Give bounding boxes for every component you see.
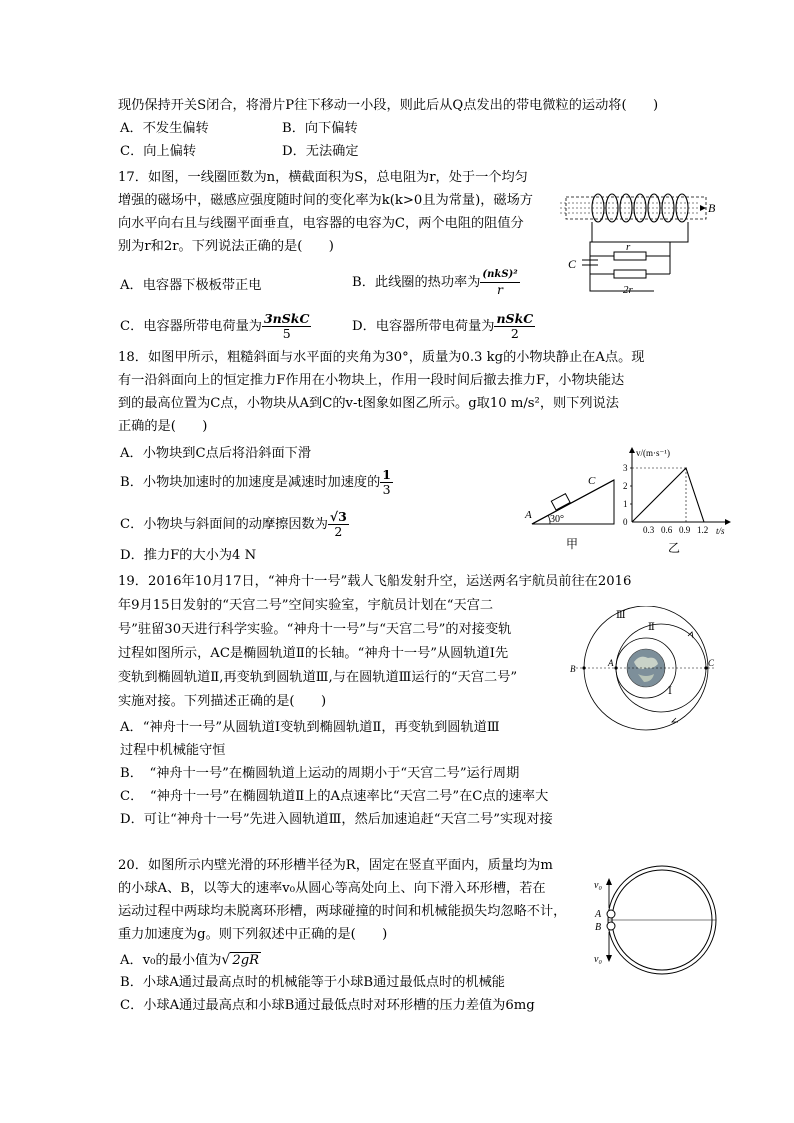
vt-xtick-label: 0.6 (661, 525, 673, 535)
q17-option-d-fraction (494, 312, 535, 341)
q18-stem-line-1: 18．如图甲所示，粗糙斜面与水平面的夹角为30°，质量为0.3 kg的小物块静止在A点。现 (118, 350, 645, 365)
vt-ytick-label: 3 (623, 463, 628, 473)
q17-option-b (352, 268, 520, 297)
q18-option-c-fraction (328, 510, 349, 539)
q20-ring-figure (590, 862, 722, 978)
q18-angle-label: 30° (550, 514, 564, 525)
q19-stem-line-1: 19．2016年10月17日，“神舟十一号”载人飞船发射升空，运送两名宇航员前往在2016 (118, 574, 632, 589)
q17-stem-line-1: 17．如图，一线圈匝数为n，横截面积为S，总电阻为r，处于一个均匀 (118, 170, 528, 185)
q18-stem-line-3: 到的最高位置为C点，小物块从A到C的v-t图象如图乙所示。g取10 m/s²，则下列说法 (118, 396, 619, 411)
q20-option-a: A．v₀的最小值为√ 2gR (120, 952, 260, 968)
q17-option-b-fraction (480, 268, 519, 297)
ball-b (607, 922, 615, 930)
vt-ytick-label: 0 (623, 517, 628, 527)
q18-option-b-num: 1 (382, 467, 391, 482)
vt-series-line (632, 468, 704, 522)
q16-option-b: B．向下偏转 (282, 121, 358, 136)
q19-option-c: C． “神舟十一号”在椭圆轨道Ⅱ上的A点速率比“天宫二号”在C点的速率大 (120, 789, 549, 804)
q19-point-a: A (608, 658, 614, 668)
q20-stem-line-4: 重力加速度为g。则下列叙述中正确的是( ) (118, 927, 388, 942)
q17-option-b-text: B．此线圈的热功率为 (352, 275, 481, 290)
q18-option-c-num: √3 (329, 509, 347, 524)
q20-label-b: B (595, 922, 602, 933)
q17-option-d (352, 312, 535, 341)
q18-option-b-fraction (380, 468, 393, 497)
q17-option-d-num: nSkC (496, 311, 534, 326)
vt-ytick-label: 1 (623, 499, 628, 509)
vt-xtick-label: 0.9 (679, 525, 691, 535)
q18-stem-line-2: 有一沿斜面向上的恒定推力F作用在小物块上，作用一段时间后撤去推力F，小物块能达 (118, 373, 625, 388)
q20-option-b: B．小球A通过最高点时的机械能等于小球B通过最低点时的机械能 (120, 975, 505, 990)
q20-option-c: C．小球A通过最高点和小球B通过最低点时对环形槽的压力差值为6mg (120, 998, 535, 1013)
q19-stem-line-5: 变轨到椭圆轨道Ⅱ,再变轨到圆轨道Ⅲ,与在圆轨道Ⅲ运行的“天宫二号” (118, 670, 518, 685)
q18-option-c (120, 510, 349, 539)
q20-v0-top: v₀ (594, 880, 602, 891)
q18-incline-figure (520, 462, 620, 554)
q18-option-b-den: 3 (382, 482, 391, 497)
q19-stem-line-6: 实施对接。下列描述正确的是( ) (118, 694, 327, 709)
vt-ytick-label: 2 (623, 481, 628, 491)
q17-option-c-den: 5 (282, 326, 291, 341)
q19-orbit-figure (568, 606, 720, 736)
q18-option-d: D．推力F的大小为4 N (120, 548, 257, 563)
q18-fig-yi-label: 乙 (668, 541, 681, 555)
q17-stem-line-4: 别为r和2r。下列说法正确的是( ) (118, 239, 334, 254)
vt-xtick-label: 0.3 (643, 525, 655, 535)
orbit-label-iii: Ⅲ (616, 610, 626, 621)
q18-point-c: C (588, 475, 596, 487)
q19-point-b: B (570, 664, 576, 674)
q19-option-d: D．可让“神舟十一号”先进入圆轨道Ⅲ，然后加速追赶“天宫二号”实现对接 (120, 812, 553, 827)
q19-stem-line-3: 号”驻留30天进行科学实验。“神舟十一号”与“天宫二号”的对接变轨 (118, 622, 512, 637)
q17-option-a: A．电容器下极板带正电 (120, 278, 262, 293)
q17-option-b-den: r (497, 282, 504, 297)
q18-option-c-den: 2 (334, 524, 343, 539)
q17-label-r: r (626, 241, 631, 253)
q20-label-a: A (595, 909, 602, 920)
q17-label-c: C (568, 257, 577, 271)
q17-option-d-den: 2 (510, 326, 519, 341)
vt-ylabel: v/(m·s⁻¹) (636, 448, 670, 458)
q17-option-b-num: (nkS)² (480, 268, 519, 283)
q18-option-b-text: B．小物块加速时的加速度是减速时加速度的 (120, 475, 381, 490)
q17-option-c-fraction (262, 312, 311, 341)
q18-point-a: A (525, 509, 532, 521)
q20-option-a-text: A．v₀的最小值为 (120, 953, 222, 968)
q16-option-d: D．无法确定 (282, 144, 359, 159)
vt-xlabel: t/s (716, 526, 725, 536)
orbit-label-ii: Ⅱ (648, 622, 655, 633)
q17-option-c-num: 3nSkC (263, 311, 310, 326)
q19-option-b: B． “神舟十一号”在椭圆轨道上运动的周期小于“天宫二号”运行周期 (120, 766, 520, 781)
q19-option-a-line-1: A．“神舟十一号”从圆轨道Ⅰ变轨到椭圆轨道Ⅱ，再变轨到圆轨道Ⅲ (120, 720, 500, 735)
q17-option-c (120, 312, 311, 341)
q18-option-b (120, 468, 393, 497)
q19-stem-line-2: 年9月15日发射的“天宫二号”空间实验室，宇航员计划在“天宫二 (118, 598, 494, 613)
q17-option-c-text: C．电容器所带电荷量为 (120, 319, 262, 334)
q17-option-d-text: D．电容器所带电荷量为 (352, 319, 495, 334)
q19-point-c: C (708, 658, 715, 668)
q20-stem-line-2: 的小球A、B，以等大的速率v₀从圆心等高处向上、向下滑入环形槽，若在 (118, 881, 546, 896)
q16-option-a: A．不发生偏转 (120, 121, 209, 136)
q17-circuit-figure (560, 186, 720, 298)
q19-stem-line-4: 过程如图所示，AC是椭圆轨道Ⅱ的长轴。“神舟十一号”从圆轨道Ⅰ先 (118, 646, 509, 661)
q17-label-b: B (708, 201, 716, 215)
q17-label-2r: 2r (623, 284, 633, 296)
q17-stem-line-3: 向水平向右且与线圈平面垂直，电容器的电容为C，两个电阻的阻值分 (118, 216, 524, 231)
q18-option-c-text: C．小物块与斜面间的动摩擦因数为 (120, 517, 328, 532)
vt-xtick-label: 1.2 (697, 525, 709, 535)
q20-stem-line-3: 运动过程中两球均未脱离环形槽，两球碰撞的时间和机械能损失均忽略不计， (118, 904, 567, 919)
q16-option-c: C．向上偏转 (120, 144, 197, 159)
q20-option-a-sqrt: 2gR (232, 953, 260, 968)
q17-stem-line-2: 增强的磁场中，磁感应强度随时间的变化率为k(k>0且为常量)，磁场方 (118, 193, 533, 208)
orbit-label-i: Ⅰ (668, 686, 672, 697)
q20-v0-bottom: v₀ (594, 954, 602, 965)
q18-option-a: A．小物块到C点后将沿斜面下滑 (120, 446, 312, 461)
q18-vt-chart (616, 446, 744, 556)
q18-fig-jia-label: 甲 (566, 537, 579, 551)
q18-stem-line-4: 正确的是( ) (118, 419, 208, 434)
q16-line: 现仍保持开关S闭合，将滑片P往下移动一小段，则此后从Q点发出的带电微粒的运动将( ) (118, 98, 659, 113)
q20-stem-line-1: 20．如图所示内壁光滑的环形槽半径为R，固定在竖直平面内，质量均为m (118, 858, 553, 873)
ball-a (607, 910, 615, 918)
q19-option-a-line-2: 过程中机械能守恒 (120, 743, 226, 758)
